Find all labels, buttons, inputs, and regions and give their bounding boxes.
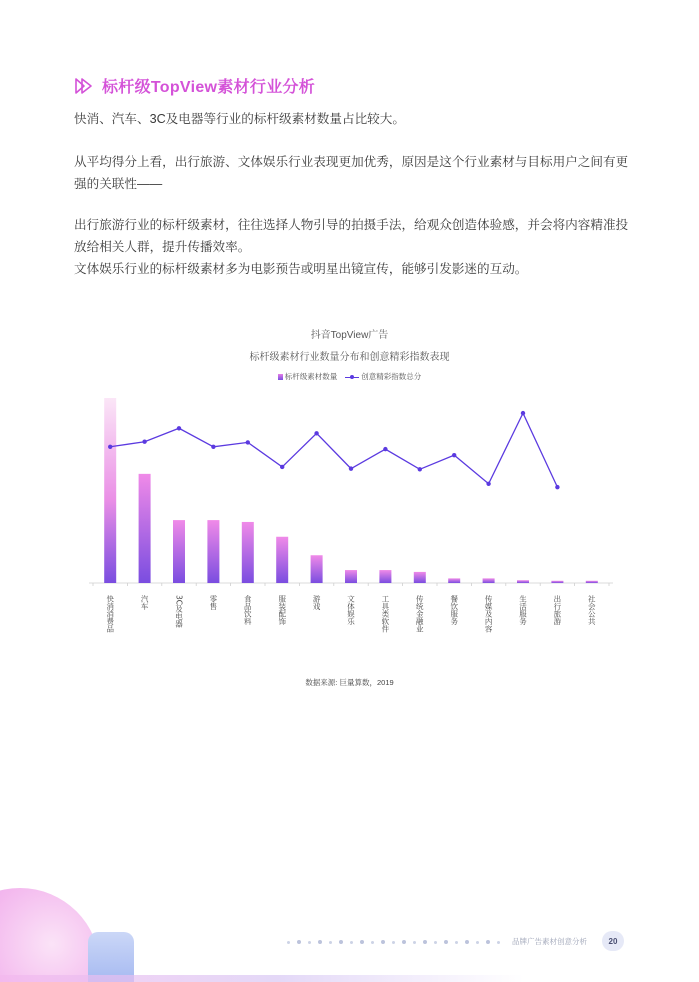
score-point-10 [418, 467, 422, 471]
bar-3 [173, 520, 185, 583]
chart-plot [0, 318, 699, 658]
bar-14 [551, 581, 563, 583]
bar-1 [104, 398, 116, 583]
data-source: 数据来源: 巨量算数，2019 [305, 678, 394, 687]
decorative-strip [0, 975, 699, 982]
score-point-5 [246, 440, 250, 444]
bar-11 [448, 578, 460, 583]
score-point-11 [452, 453, 456, 457]
score-point-9 [383, 447, 387, 451]
paragraph-travel: 出行旅游行业的标杆级素材，往往选择人物引导的拍摄手法，给观众创造体验感，并会将内容精准投放给相关人群，提升传播效率。 [74, 218, 629, 254]
decorative-circle [0, 888, 100, 982]
chart-title: 抖音TopView广告 [310, 330, 389, 341]
score-point-14 [555, 485, 559, 489]
bar-7 [311, 555, 323, 583]
play-arrow-icon [74, 76, 96, 96]
legend-line-label: 创意精彩指数总分 [361, 372, 422, 381]
category-label-6: 服装配饰 [277, 595, 287, 625]
bar-9 [379, 570, 391, 583]
category-label-2: 汽车 [140, 595, 150, 610]
section-heading [74, 74, 315, 97]
category-label-4: 零售 [208, 595, 218, 610]
bar-2 [139, 474, 151, 583]
bar-12 [483, 578, 495, 583]
footer-label: 品牌广告素材创意分析 [512, 937, 587, 946]
industry-chart [0, 318, 699, 698]
bar-5 [242, 522, 254, 583]
page-number: 20 [602, 931, 624, 951]
category-label-11: 餐饮服务 [449, 595, 459, 625]
score-point-13 [521, 411, 525, 415]
score-line [110, 413, 557, 487]
paragraph-entertainment: 文体娱乐行业的标杆级素材多为电影预告或明星出镜宣传，能够引发影迷的互动。 [74, 262, 528, 276]
paragraph-industry-detail [74, 214, 630, 280]
category-label-5: 食品饮料 [243, 595, 253, 625]
paragraph-industry-share: 快消、汽车、3C及电器等行业的标杆级素材数量占比较大。 [74, 112, 405, 126]
score-point-7 [314, 431, 318, 435]
category-label-14: 出行旅游 [552, 595, 562, 625]
bar-13 [517, 580, 529, 583]
category-label-7: 游戏 [312, 595, 322, 610]
bar-8 [345, 570, 357, 583]
score-point-3 [177, 426, 181, 430]
score-point-2 [142, 440, 146, 444]
category-label-10: 传统金融业 [415, 595, 425, 633]
legend-bar-label: 标杆级素材数量 [284, 372, 338, 381]
chart-subtitle: 标杆级素材行业数量分布和创意精彩指数表现 [249, 352, 450, 363]
score-point-12 [486, 482, 490, 486]
bar-15 [586, 581, 598, 583]
score-point-8 [349, 466, 353, 470]
category-label-12: 传媒及内容 [484, 595, 494, 633]
bar-6 [276, 537, 288, 583]
category-label-3: 3C及电器 [174, 595, 184, 628]
category-label-13: 生活服务 [518, 595, 528, 625]
category-label-1: 快消消费品 [105, 595, 115, 633]
category-label-15: 社会公共 [587, 595, 597, 625]
footer-dots [287, 940, 507, 944]
category-label-9: 工具类软件 [380, 595, 390, 633]
paragraph-average-score: 从平均得分上看，出行旅游、文体娱乐行业表现更加优秀，原因是这个行业素材与目标用户之间有更强的关联性—— [74, 155, 629, 191]
score-point-6 [280, 465, 284, 469]
bar-10 [414, 572, 426, 583]
section-title: 标杆级TopView素材行业分析 [102, 79, 316, 96]
category-label-8: 文体娱乐 [346, 595, 356, 625]
score-point-1 [108, 445, 112, 449]
bar-4 [207, 520, 219, 583]
score-point-4 [211, 445, 215, 449]
